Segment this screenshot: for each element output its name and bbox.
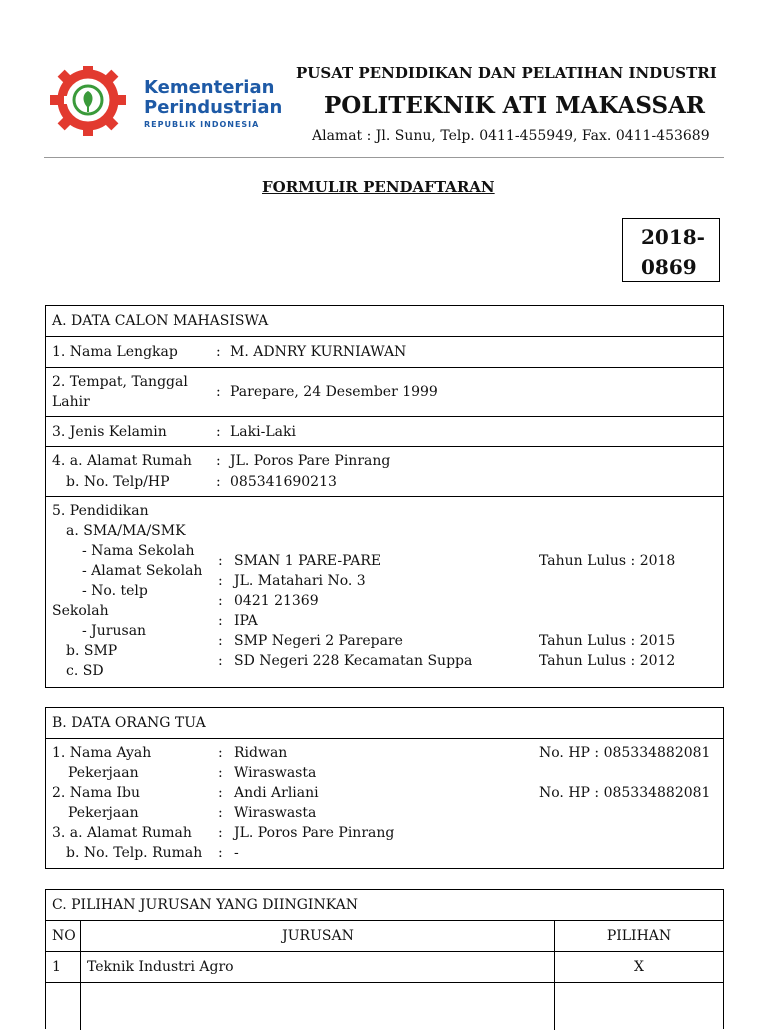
column-header-pilihan: PILIHAN — [606, 928, 672, 944]
institution-parent: PUSAT PENDIDIKAN DAN PELATIHAN INDUSTRI — [296, 64, 717, 82]
colon: : — [218, 593, 223, 609]
colon: : — [218, 745, 223, 761]
section-b-title: B. DATA ORANG TUA — [52, 715, 206, 731]
table-row — [46, 983, 723, 1030]
section-b-body — [46, 739, 723, 868]
column-header-jurusan: JURUSAN — [282, 928, 354, 944]
label-telp-rumah-ortu: b. No. Telp. Rumah — [66, 845, 203, 861]
colon: : — [216, 474, 221, 490]
label-sd: c. SD — [66, 663, 104, 679]
section-c-header-row — [46, 890, 723, 921]
logo-subtitle: REPUBLIK INDONESIA — [144, 120, 260, 129]
label-sma: a. SMA/MA/SMK — [66, 523, 186, 539]
section-c-column-headers — [46, 921, 723, 952]
tahun-lulus-sma: Tahun Lulus : 2018 — [539, 553, 676, 569]
section-a-title: A. DATA CALON MAHASISWA — [52, 313, 269, 329]
value-sd: SD Negeri 228 Kecamatan Suppa — [234, 653, 473, 669]
column-divider — [80, 921, 81, 1030]
value-nama-ibu: Andi Arliani — [234, 785, 319, 801]
value-nama-ayah: Ridwan — [234, 745, 288, 761]
row-alamat-rumah — [46, 447, 723, 497]
colon: : — [218, 613, 223, 629]
section-c-title: C. PILIHAN JURUSAN YANG DIINGINKAN — [52, 897, 358, 913]
value-smp: SMP Negeri 2 Parepare — [234, 633, 403, 649]
colon: : — [218, 633, 223, 649]
gear-logo-icon — [44, 66, 144, 136]
label-no-telp-sekolah: - No. telp — [82, 583, 148, 599]
row-nama-lengkap — [46, 337, 723, 368]
colon: : — [216, 344, 221, 360]
value-alamat-sekolah: JL. Matahari No. 3 — [234, 573, 366, 589]
label-alamat-rumah: 4. a. Alamat Rumah — [52, 453, 192, 469]
section-a-table — [45, 305, 724, 688]
label-nama-sekolah: - Nama Sekolah — [82, 543, 195, 559]
registration-number-box — [622, 218, 720, 282]
label-alamat-rumah-ortu: 3. a. Alamat Rumah — [52, 825, 192, 841]
value-pekerjaan-ibu: Wiraswasta — [234, 805, 317, 821]
header-divider — [44, 157, 724, 158]
column-divider — [554, 921, 555, 1030]
tahun-lulus-smp: Tahun Lulus : 2015 — [539, 633, 676, 649]
colon: : — [218, 573, 223, 589]
value-nama-lengkap: M. ADNRY KURNIAWAN — [230, 344, 407, 360]
value-ttl: Parepare, 24 Desember 1999 — [230, 384, 438, 400]
label-no-telp: b. No. Telp/HP — [66, 474, 170, 490]
label-alamat-sekolah: - Alamat Sekolah — [82, 563, 203, 579]
logo-title-kementerian: Kementerian — [144, 77, 275, 98]
label-jurusan: - Jurusan — [82, 623, 147, 639]
section-b-table — [45, 707, 724, 869]
colon: : — [216, 453, 221, 469]
label-nama-ayah: 1. Nama Ayah — [52, 745, 152, 761]
value-jurusan: IPA — [234, 613, 258, 629]
institution-name: POLITEKNIK ATI MAKASSAR — [324, 92, 706, 119]
value-nama-sekolah: SMAN 1 PARE-PARE — [234, 553, 382, 569]
row-pendidikan — [46, 497, 723, 687]
label-ttl-2: Lahir — [52, 394, 90, 410]
section-b-header-row — [46, 708, 723, 739]
label-ttl-1: 2. Tempat, Tanggal — [52, 374, 188, 390]
colon: : — [216, 384, 221, 400]
colon: : — [218, 553, 223, 569]
label-pendidikan: 5. Pendidikan — [52, 503, 149, 519]
label-sekolah: Sekolah — [52, 603, 109, 619]
hp-ayah: No. HP : 085334882081 — [539, 745, 711, 761]
logo-title-perindustrian: Perindustrian — [144, 97, 283, 118]
row-jurusan: Teknik Industri Agro — [87, 959, 234, 975]
label-smp: b. SMP — [66, 643, 118, 659]
row-tempat-tanggal-lahir — [46, 368, 723, 417]
row-no: 1 — [52, 959, 61, 975]
label-pekerjaan-ayah: Pekerjaan — [68, 765, 139, 781]
section-a-header-row — [46, 306, 723, 337]
column-header-no: NO — [52, 928, 76, 944]
hp-ibu: No. HP : 085334882081 — [539, 785, 711, 801]
label-nama-ibu: 2. Nama Ibu — [52, 785, 140, 801]
colon: : — [218, 653, 223, 669]
value-telp-rumah-ortu: - — [234, 845, 239, 861]
colon: : — [218, 805, 223, 821]
value-no-telp: 085341690213 — [230, 474, 337, 490]
table-row — [46, 952, 723, 983]
colon: : — [218, 765, 223, 781]
institution-address: Alamat : Jl. Sunu, Telp. 0411-455949, Fax. 0411-453689 — [312, 128, 710, 144]
colon: : — [218, 785, 223, 801]
value-alamat-rumah-ortu: JL. Poros Pare Pinrang — [234, 825, 395, 841]
label-jenis-kelamin: 3. Jenis Kelamin — [52, 424, 167, 440]
label-pekerjaan-ibu: Pekerjaan — [68, 805, 139, 821]
label-nama-lengkap: 1. Nama Lengkap — [52, 344, 178, 360]
value-no-telp-sekolah: 0421 21369 — [234, 593, 319, 609]
colon: : — [218, 845, 223, 861]
form-title: FORMULIR PENDAFTARAN — [262, 178, 495, 196]
colon: : — [218, 825, 223, 841]
value-jenis-kelamin: Laki-Laki — [230, 424, 296, 440]
registration-number-year: 2018- — [641, 225, 705, 249]
kemenperin-logo — [44, 66, 294, 136]
row-pilihan: X — [634, 959, 644, 975]
row-jenis-kelamin — [46, 417, 723, 447]
colon: : — [216, 424, 221, 440]
value-alamat-rumah: JL. Poros Pare Pinrang — [230, 453, 391, 469]
value-pekerjaan-ayah: Wiraswasta — [234, 765, 317, 781]
tahun-lulus-sd: Tahun Lulus : 2012 — [539, 653, 676, 669]
section-c-table — [45, 889, 724, 1029]
registration-number-seq: 0869 — [641, 255, 697, 279]
